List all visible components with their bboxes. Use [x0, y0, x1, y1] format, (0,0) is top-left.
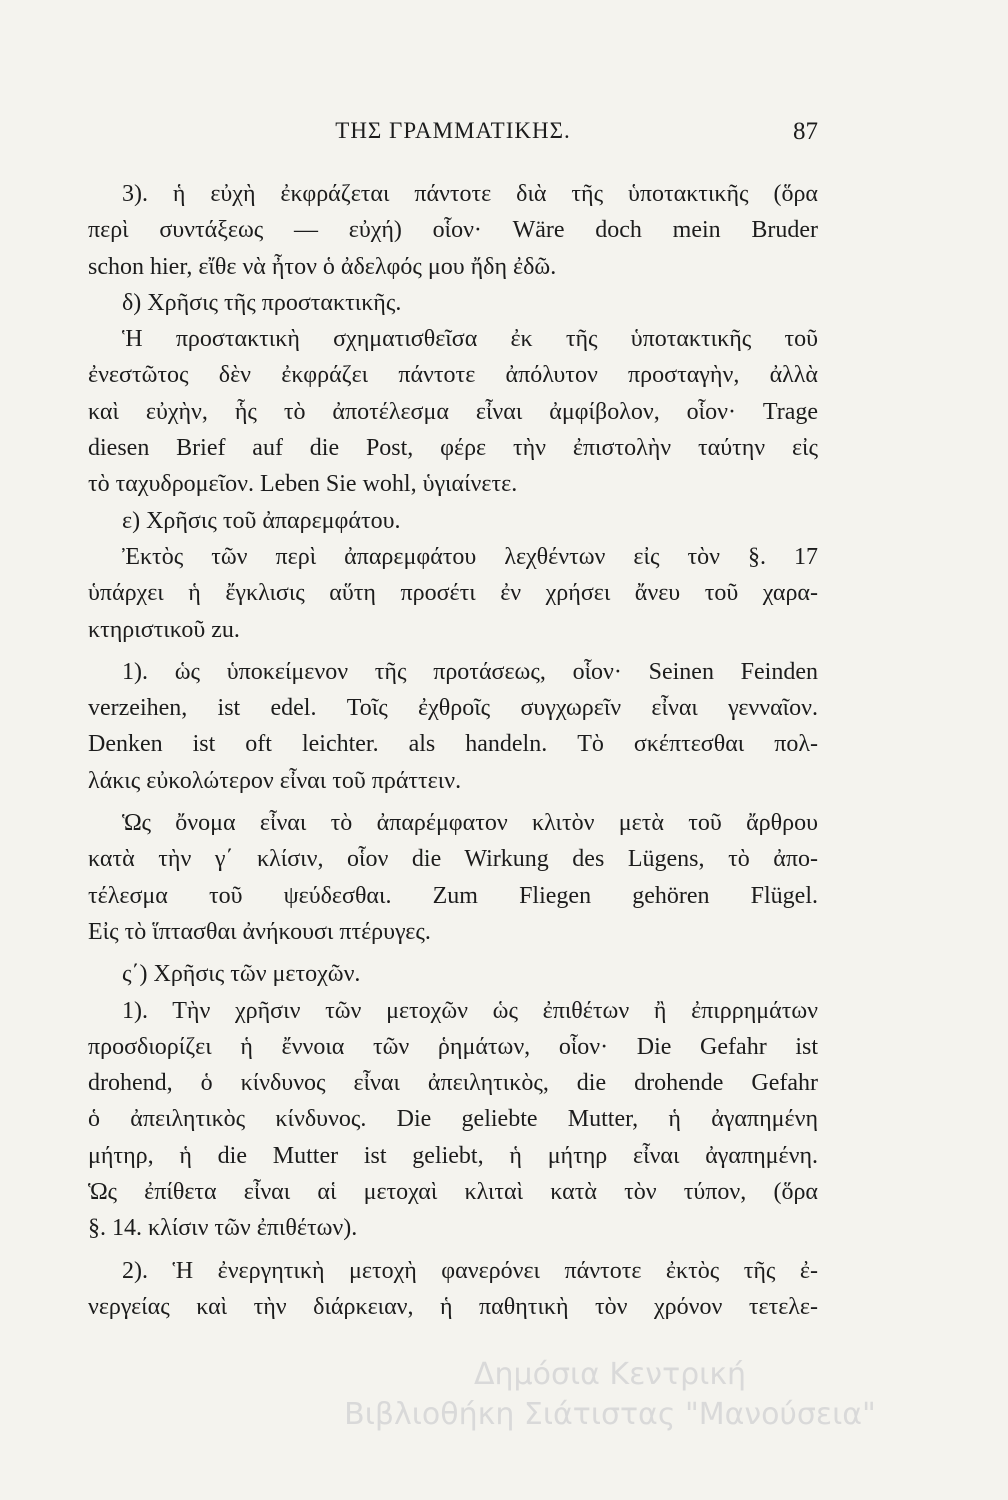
text-line: Ὡς ἐπίθετα εἶναι αἱ μετοχαὶ κλιταὶ κατὰ τὸν τύπον, (ὅρα [88, 1179, 818, 1206]
text-line: κατὰ τὴν γ΄ κλίσιν, οἷον die Wirkung des Lügens, τὸ ἀπο- [88, 846, 818, 873]
text-line: καὶ εὐχὴν, ἧς τὸ ἀποτέλεσμα εἶναι ἀμφίβολον, οἷον· Trage [88, 398, 818, 425]
text-line: 2). Ἡ ἐνεργητικὴ μετοχὴ φανερόνει πάντοτε ἐκτὸς τῆς ἐ- [122, 1257, 818, 1284]
text-line: 3). ἡ εὐχὴ ἐκφράζεται πάντοτε διὰ τῆς ὑποτακτικῆς (ὅρα [122, 181, 818, 207]
watermark-line: Δημόσια Κεντρική [473, 1357, 747, 1392]
text-line: §. 14. κλίσιν τῶν ἐπιθέτων). [88, 1215, 358, 1242]
section-heading: δ) Χρῆσις τῆς προστακτικῆς. [122, 289, 402, 316]
page-header [88, 118, 818, 158]
text-line: περὶ συντάξεως — εὐχή) οἷον· Wäre doch mein Bruder [88, 217, 818, 244]
text-line: ὁ ἀπειλητικὸς κίνδυνος. Die geliebte Mutter, ἡ ἀγαπημένη [88, 1106, 818, 1133]
text-line: ὑπάρχει ἡ ἔγκλισις αὕτη προσέτι ἐν χρήσει ἄνευ τοῦ χαρα- [88, 580, 818, 607]
watermark-line: Βιβλιοθήκη Σιάτιστας "Μανούσεια" [344, 1397, 876, 1432]
text-line: diesen Brief auf die Post, φέρε τὴν ἐπιστολὴν ταύτην εἰς [88, 435, 818, 462]
text-line: νεργείας καὶ τὴν διάρκειαν, ἡ παθητικὴ τὸν χρόνον τετελε- [88, 1293, 818, 1320]
text-line: drohend, ὁ κίνδυνος εἶναι ἀπειλητικὸς, die drohende Gefahr [88, 1070, 818, 1097]
text-line: verzeihen, ist edel. Τοῖς ἐχθροῖς συγχωρεῖν εἶναι γενναῖον. [88, 695, 818, 722]
text-line: λάκις εὐκολώτερον εἶναι τοῦ πράττειν. [88, 767, 462, 794]
text-line: μήτηρ, ἡ die Mutter ist geliebt, ἡ μήτηρ εἶναι ἀγαπημένη. [88, 1142, 818, 1169]
running-title: ΤΗΣ ΓΡΑΜΜΑΤΙΚΗΣ. [335, 118, 571, 143]
section-heading: ε) Χρῆσις τοῦ ἀπαρεμφάτου. [122, 507, 401, 534]
page-number: 87 [793, 118, 818, 145]
text-line: Ὡς ὄνομα εἶναι τὸ ἀπαρέμφατον κλιτὸν μετὰ τοῦ ἄρθρου [122, 810, 818, 837]
text-line: Εἰς τὸ ἵπτασθαι ἀνήκουσι πτέρυγες. [88, 918, 431, 945]
text-line: προσδιορίζει ἡ ἔννοια τῶν ῥημάτων, οἷον· Die Gefahr ist [88, 1033, 818, 1060]
text-line: Denken ist oft leichter. als handeln. Τὸ σκέπτεσθαι πολ- [88, 731, 818, 758]
text-line: κτηριστικοῦ zu. [88, 616, 240, 643]
text-line: τέλεσμα τοῦ ψεύδεσθαι. Zum Fliegen gehören Flügel. [88, 882, 818, 909]
section-heading: ς΄) Χρῆσις τῶν μετοχῶν. [122, 961, 361, 988]
text-line: 1). ὡς ὑποκείμενον τῆς προτάσεως, οἷον· Seinen Feinden [122, 658, 818, 685]
text-line: schon hier, εἴθε νὰ ἦτον ὁ ἀδελφός μου ἤδη ἐδῶ. [88, 253, 557, 280]
text-line: Ἐκτὸς τῶν περὶ ἀπαρεμφάτου λεχθέντων εἰς τὸν §. 17 [122, 543, 818, 570]
text-line: 1). Τὴν χρῆσιν τῶν μετοχῶν ὡς ἐπιθέτων ἢ ἐπιρρημάτων [122, 997, 818, 1024]
page-body [88, 176, 818, 1325]
text-line: ἐνεστῶτος δὲν ἐκφράζει πάντοτε ἀπόλυτον προσταγὴν, ἀλλὰ [88, 362, 818, 389]
text-line: Ἡ προστακτικὴ σχηματισθεῖσα ἐκ τῆς ὑποτακτικῆς τοῦ [122, 326, 818, 353]
text-line: τὸ ταχυδρομεῖον. Leben Sie wohl, ὑγιαίνετε. [88, 471, 518, 498]
library-watermark [240, 1355, 980, 1435]
